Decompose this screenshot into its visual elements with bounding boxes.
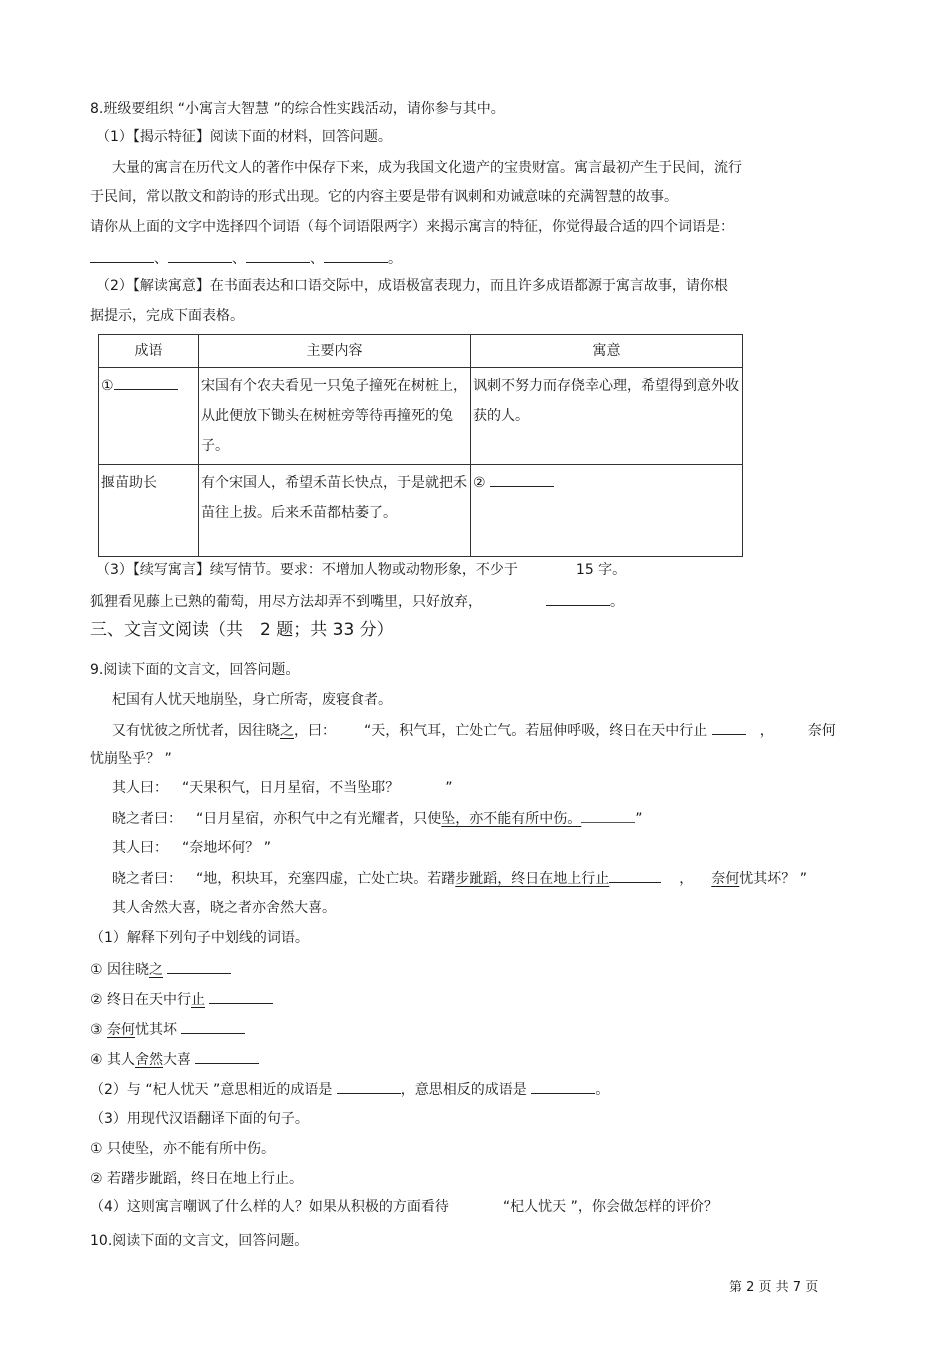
- text-segment: “天果积气，日月星宿，不当坠耶？: [182, 780, 400, 796]
- text-segment: 又有忧彼之所忧者，因往晓: [112, 723, 280, 739]
- underlined-word: 奈何: [711, 871, 740, 887]
- q9-text-line4: [112, 778, 453, 798]
- text-segment: 晓之者曰：: [112, 811, 182, 827]
- text-segment: ”: [445, 780, 453, 796]
- period: 。: [610, 594, 624, 610]
- q8-part1-question: 请你从上面的文字中选择四个词语（每个词语限两字）来揭示寓言的特征，你觉得最合适的四个词语是：: [90, 219, 734, 235]
- q9-sub1-item: [90, 1019, 245, 1040]
- separator: 、: [154, 251, 168, 267]
- text-segment: “地，积块耳，充塞四虚，亡处亡块。若躇: [196, 871, 456, 887]
- part3-word-count: 15 字。: [575, 562, 627, 578]
- table-cell-content: 有个宋国人，希望禾苗长快点，于是就把禾苗往上拔。后来禾苗都枯萎了。: [199, 465, 471, 557]
- answer-blank[interactable]: [581, 808, 635, 823]
- q9-intro: 9.阅读下面的文言文，回答问题。: [90, 662, 300, 678]
- q9-sub3-item: ① 只使坠，亦不能有所中伤。: [90, 1141, 276, 1157]
- answer-blank[interactable]: [490, 472, 554, 487]
- page-number: 第 2 页 共 7 页: [729, 1280, 819, 1295]
- q9-sub3-title: （3）用现代汉语翻译下面的句子。: [90, 1111, 309, 1127]
- table-cell-idiom: 揠苗助长: [99, 465, 199, 557]
- answer-blank[interactable]: [181, 1019, 245, 1034]
- table-row: [99, 465, 743, 557]
- answer-blank[interactable]: [246, 248, 310, 263]
- circled-number: ①: [101, 378, 114, 394]
- answer-blank[interactable]: [712, 720, 746, 735]
- answer-blank[interactable]: [546, 591, 610, 606]
- q9-sub3-item: ② 若躇步跐蹈，终日在地上行止。: [90, 1171, 304, 1187]
- q8-part3-line1: [96, 560, 626, 580]
- q8-part1-answer-blanks[interactable]: [90, 248, 402, 269]
- text-segment: 大喜: [163, 1052, 192, 1068]
- item-number: ④: [90, 1052, 103, 1068]
- q8-part1-title: （1）【揭示特征】阅读下面的材料，回答问题。: [96, 129, 392, 145]
- text-segment: （2）与 “杞人忧天 ”意思相近的成语是: [90, 1082, 333, 1098]
- table-header-row: [99, 335, 743, 368]
- q8-intro: 8.班级要组织 “小寓言大智慧 ”的综合性实践活动，请你参与其中。: [90, 101, 505, 117]
- q9-text-line2: [112, 720, 836, 741]
- answer-blank[interactable]: [168, 248, 232, 263]
- idiom-table: [98, 334, 743, 557]
- part3-prompt: 狐狸看见藤上已熟的葡萄，用尽方法却弄不到嘴里，只好放弃，: [90, 594, 482, 610]
- underlined-word: 之: [149, 962, 164, 978]
- text-segment: ，: [679, 871, 694, 887]
- underlined-phrase: 步跐蹈，终日在地上行止: [455, 871, 610, 887]
- table-row: [99, 368, 743, 465]
- underlined-word: 止: [191, 992, 206, 1008]
- item-number: ①: [90, 962, 103, 978]
- q10-intro: 10.阅读下面的文言文，回答问题。: [90, 1233, 309, 1249]
- table-cell-idiom: [99, 368, 199, 465]
- period: 。: [388, 251, 402, 267]
- text-segment: 。: [595, 1082, 610, 1098]
- q9-text-line6: [112, 838, 271, 858]
- text-segment: ，: [759, 723, 774, 739]
- table-header: 寓意: [471, 335, 743, 368]
- q9-text-line3: 忧崩坠乎？ ”: [90, 751, 172, 767]
- text-segment: 其人: [107, 1052, 136, 1068]
- text-segment: 其人曰：: [112, 840, 168, 856]
- table-cell-meaning: [471, 465, 743, 557]
- text-segment: 因往晓: [107, 962, 150, 978]
- item-number: ③: [90, 1022, 103, 1038]
- table-header: 主要内容: [199, 335, 471, 368]
- text-segment: ，曰：: [294, 723, 336, 739]
- answer-blank[interactable]: [195, 1049, 259, 1064]
- underlined-word: 舍然: [135, 1052, 164, 1068]
- text-segment: “日月星宿，亦积气中之有光耀者，只使: [196, 811, 442, 827]
- q8-passage-line2: 于民间，常以散文和韵诗的形式出现。它的内容主要是带有讽刺和劝诫意味的充满智慧的故事。: [90, 189, 678, 205]
- item-number: ②: [90, 992, 103, 1008]
- table-cell-meaning: 讽刺不努力而存侥幸心理，希望得到意外收获的人。: [471, 368, 743, 465]
- table-header: 成语: [99, 335, 199, 368]
- q9-sub4: [90, 1197, 718, 1217]
- text-segment: （4）这则寓言嘲讽了什么样的人？如果从积极的方面看待: [90, 1199, 449, 1215]
- separator: 、: [310, 251, 324, 267]
- q8-part3-line2: [90, 591, 624, 612]
- answer-blank[interactable]: [167, 959, 231, 974]
- text-segment: “杞人忧天 ”，你会做怎样的评价？: [502, 1199, 718, 1215]
- q9-sub1-item: [90, 959, 231, 980]
- answer-blank[interactable]: [90, 248, 154, 263]
- q9-sub1-item: [90, 1049, 259, 1070]
- text-segment: “天，积气耳，亡处亡气。若屈伸呼吸，终日在天中行止: [364, 723, 708, 739]
- text-segment: 晓之者曰：: [112, 871, 182, 887]
- q9-text-line8: 其人舍然大喜，晓之者亦舍然大喜。: [112, 900, 336, 916]
- text-segment: 忧其坏？ ”: [739, 871, 807, 887]
- answer-blank[interactable]: [324, 248, 388, 263]
- underlined-word: 奈何: [107, 1022, 136, 1038]
- text-segment: 忧其坏: [135, 1022, 178, 1038]
- answer-blank[interactable]: [609, 868, 661, 883]
- separator: 、: [232, 251, 246, 267]
- q9-text-line1: 杞国有人忧天地崩坠，身亡所寄，废寝食者。: [112, 692, 392, 708]
- table-cell-content: 宋国有个农夫看见一只兔子撞死在树桩上，从此便放下锄头在树桩旁等待再撞死的兔子。: [199, 368, 471, 465]
- q9-text-line7: [112, 868, 807, 889]
- underlined-word: 之: [280, 723, 294, 739]
- answer-blank[interactable]: [209, 989, 273, 1004]
- answer-blank[interactable]: [114, 375, 178, 390]
- part3-text: （3）【续写寓言】续写情节。要求：不增加人物或动物形象，不少于: [96, 562, 518, 578]
- text-segment: 奈何: [807, 723, 836, 739]
- circled-number: ②: [473, 475, 486, 491]
- text-segment: ”: [635, 811, 643, 827]
- q9-sub1-item: [90, 989, 273, 1010]
- section-heading: 三、文言文阅读（共 2 题；共 33 分）: [90, 620, 394, 640]
- text-segment: ，意思相反的成语是: [400, 1082, 527, 1098]
- text-segment: “奈地坏何？ ”: [182, 840, 271, 856]
- text-segment: 其人曰：: [112, 780, 168, 796]
- underlined-phrase: 坠，亦不能有所中伤。: [441, 811, 582, 827]
- q9-text-line5: [112, 808, 643, 829]
- q9-sub1-title: （1）解释下列句子中划线的词语。: [90, 930, 309, 946]
- text-segment: 终日在天中行: [107, 992, 192, 1008]
- q8-part2-line2: 据提示，完成下面表格。: [90, 308, 244, 324]
- q9-sub2: [90, 1079, 609, 1100]
- answer-blank[interactable]: [531, 1079, 595, 1094]
- answer-blank[interactable]: [337, 1079, 401, 1094]
- q8-passage-line1: 大量的寓言在历代文人的著作中保存下来，成为我国文化遗产的宝贵财富。寓言最初产生于民间，流行: [112, 160, 742, 176]
- q8-part2-line1: （2）【解读寓意】在书面表达和口语交际中，成语极富表现力，而且许多成语都源于寓言故事，请你根: [96, 278, 728, 294]
